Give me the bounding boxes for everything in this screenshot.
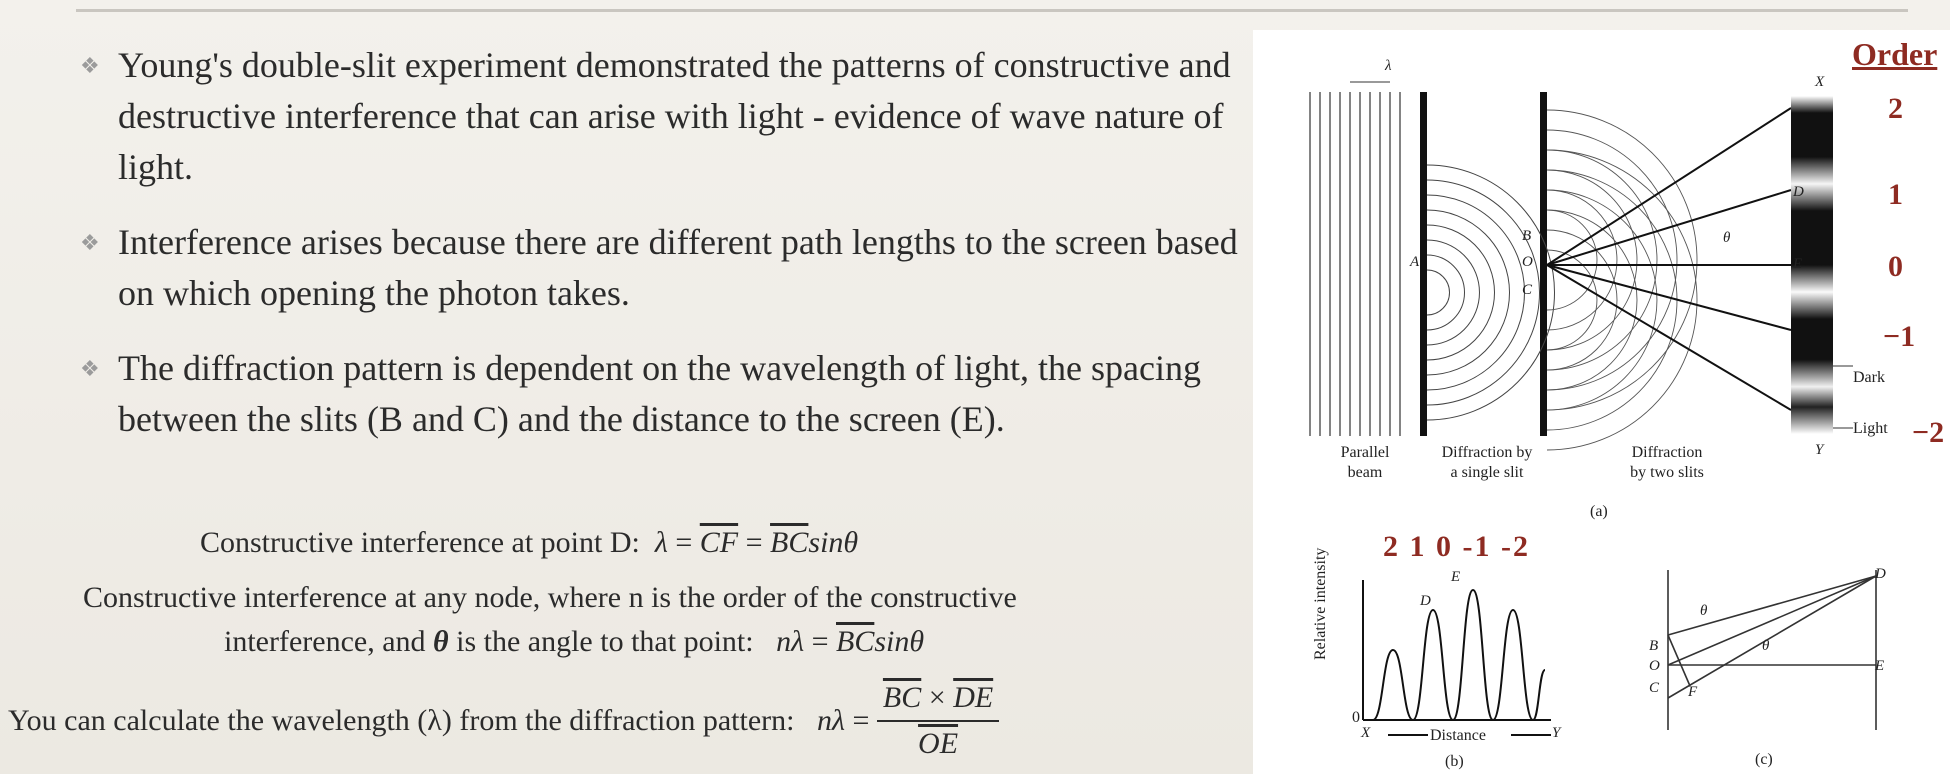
order-row-label: 2 1 0 -1 -2 [1383, 530, 1530, 563]
caption-line: a single slit [1450, 464, 1524, 481]
order-number: 2 [1888, 92, 1903, 125]
segment-cf: $\overline{CF}$ [699, 526, 739, 559]
geom-theta-label: θ [1700, 603, 1708, 619]
caption-line: Diffraction by [1441, 444, 1533, 461]
order-heading: Order [1852, 36, 1938, 72]
bullet-text: The diffraction pattern is dependent on the wavelength of light, the spacing between the slits (B and C) and the distance to the screen (E). [118, 348, 1202, 439]
segment-bc: $\overline{BC}$ [770, 526, 809, 559]
fraction-numerator [877, 676, 999, 722]
equation-prefix: You can calculate the wavelength (λ) from the diffraction pattern: [8, 704, 795, 737]
n-lambda: nλ [817, 704, 845, 737]
point-e-label: E [1793, 256, 1803, 272]
origin-label: 0 [1352, 709, 1360, 726]
equation-any-node-line2 [224, 620, 924, 664]
equals-sign: = [745, 526, 763, 559]
dark-label: Dark [1853, 369, 1885, 386]
two-slit-caption [1612, 443, 1722, 483]
geom-c-label: C [1649, 680, 1660, 696]
bullet-list [80, 40, 1240, 469]
axis-x-label: X [1361, 725, 1371, 741]
double-slit-diagram [1253, 30, 1950, 774]
geom-b-label: B [1649, 638, 1659, 654]
equation-text: interference, and [224, 625, 426, 658]
panel-b-caption: (b) [1445, 753, 1464, 770]
equation-point-d [200, 521, 858, 565]
geom-f-label: F [1688, 684, 1698, 700]
sine-term: sinθ [874, 625, 925, 658]
equation-prefix: Constructive interference at point D: [200, 526, 640, 559]
segment-bc: $\overline{BC}$ [836, 625, 875, 658]
order-number: 1 [1888, 178, 1903, 211]
caption-line: beam [1347, 464, 1383, 481]
equation-text: is the angle to that point: [456, 625, 754, 658]
order-number: 0 [1888, 250, 1903, 283]
theta-symbol: θ [433, 625, 449, 658]
order-number: −2 [1912, 416, 1945, 449]
order-number: −1 [1883, 320, 1916, 353]
bullet-item [80, 343, 1240, 445]
x-axis-label: Distance [1430, 727, 1486, 744]
n-lambda: nλ [776, 625, 805, 658]
bullet-text: Young's double-slit experiment demonstrated the patterns of constructive and destructive interference that can arise with light - evidence of wave nature of light. [118, 45, 1231, 187]
point-c-label: C [1522, 282, 1533, 298]
bullet-item [80, 40, 1240, 193]
lambda-label: λ [1385, 58, 1392, 74]
wavelength-fraction [877, 676, 999, 766]
diamond-bullet-icon: ❖ [80, 356, 100, 381]
fraction-denominator [877, 722, 999, 766]
equation-wavelength [8, 676, 999, 766]
equation-text: Constructive interference at any node, where n is the order of the constructive [83, 581, 1017, 614]
diamond-bullet-icon: ❖ [80, 230, 100, 255]
bullet-text: Interference arises because there are different path lengths to the screen based on which opening the photon takes. [118, 222, 1238, 313]
point-d-label: D [1793, 184, 1804, 200]
top-divider [76, 9, 1908, 12]
bullet-item [80, 217, 1240, 319]
caption-line: Parallel [1340, 444, 1390, 461]
single-slit-caption [1422, 443, 1552, 483]
sine-term: sinθ [808, 526, 859, 559]
geom-o-label: O [1649, 658, 1660, 674]
point-b-label: B [1522, 228, 1532, 244]
theta-label: θ [1723, 230, 1731, 246]
geom-e-label: E [1875, 658, 1885, 674]
caption-line: by two slits [1630, 464, 1704, 481]
lambda-symbol: λ [654, 526, 668, 559]
segment-de: $\overline{DE}$ [953, 681, 994, 714]
diamond-bullet-icon: ❖ [80, 53, 100, 78]
panel-a-caption: (a) [1590, 503, 1608, 520]
geom-d-label: D [1875, 566, 1886, 582]
equals-sign: = [852, 704, 870, 737]
geom-theta-label: θ [1762, 638, 1770, 654]
point-x-label: X [1815, 74, 1825, 90]
point-o-label: O [1522, 254, 1533, 270]
light-label: Light [1853, 420, 1888, 437]
point-a-label: A [1410, 254, 1420, 270]
peak-d-label: D [1420, 593, 1431, 609]
panel-c-caption: (c) [1755, 751, 1773, 768]
equals-sign: = [675, 526, 693, 559]
equation-any-node-line1 [83, 576, 1017, 620]
y-axis-label: Relative intensity [1312, 547, 1329, 660]
segment-oe: OE [918, 727, 959, 760]
times-sign: × [928, 681, 946, 714]
equals-sign: = [811, 625, 829, 658]
parallel-beam-caption [1325, 443, 1405, 483]
peak-e-label: E [1451, 569, 1461, 585]
axis-y-label: Y [1552, 725, 1561, 741]
caption-line: Diffraction [1631, 444, 1703, 461]
point-y-label: Y [1815, 442, 1824, 458]
segment-bc: $\overline{BC}$ [882, 681, 922, 714]
